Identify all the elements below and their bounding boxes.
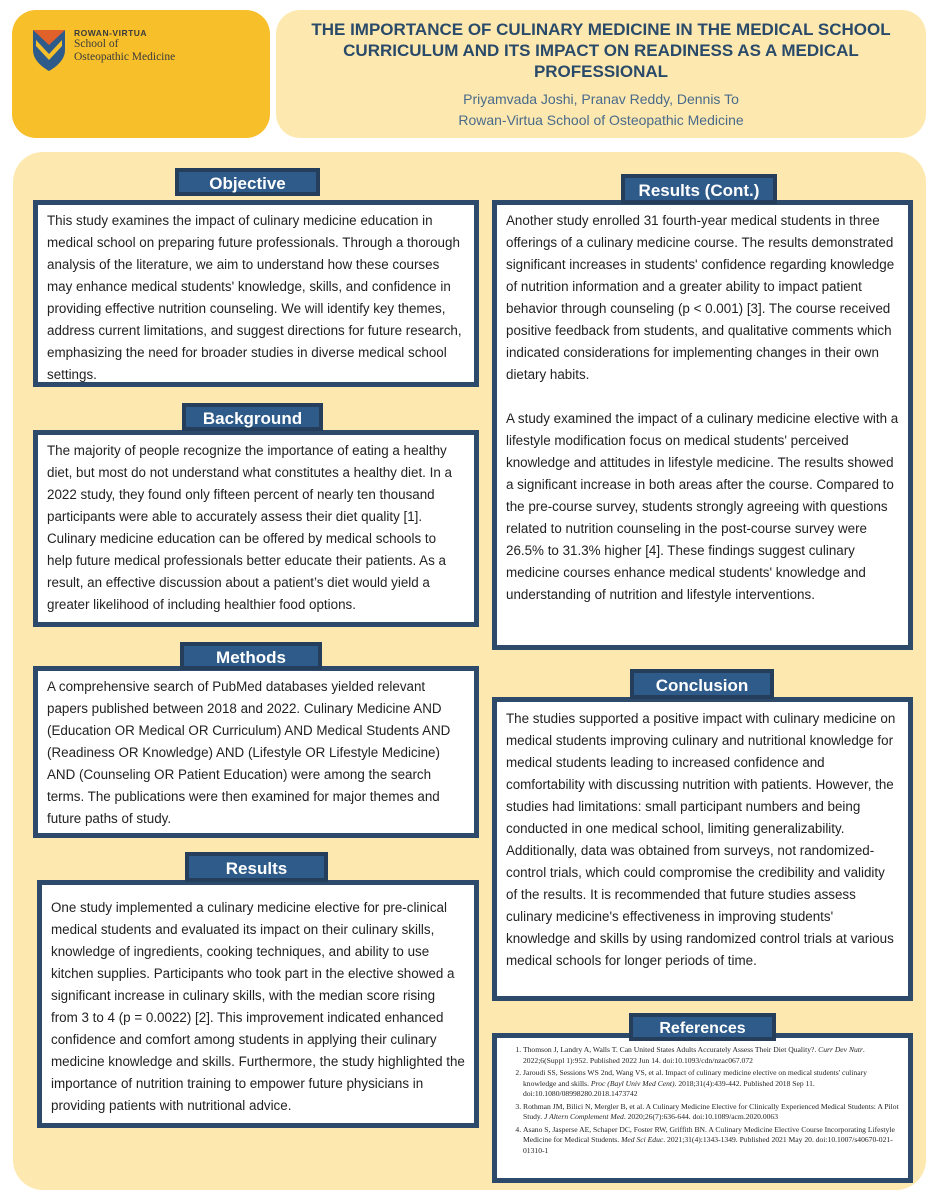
reference-item: 4. Asano S, Jasperse AE, Schaper DC, Foster RW, Griffith BN. A Culinary Medicine Elective Course Incorporating Lifestyle Medicine for Medical Students. Med Sci Educ. 2021;31(4):1343-1349. Published 2021 May 20. doi:10.1007/s40670-021-01310-1 [523, 1125, 900, 1157]
results-section [37, 880, 479, 1128]
poster-header [276, 10, 926, 138]
logo-university-name: ROWAN-VIRTUA [74, 28, 148, 38]
methods-text: A comprehensive search of PubMed databases yielded relevant papers published between 2018 and 2022. Culinary Medicine AND (Education OR Medical OR Curriculum) AND Medical Students AND (Readiness OR Knowledge) AND (Lifestyle OR Lifestyle Medicine) AND (Counseling OR Patient Education) were among the search terms. The publications were then examined for major themes and future paths of study. [47, 679, 451, 826]
school-logo-panel [12, 10, 270, 138]
background-section [33, 430, 479, 627]
background-heading: Background [182, 403, 323, 431]
references-heading: References [629, 1013, 776, 1041]
reference-item: 3. Rothman JM, Bilici N, Mergler B, et al. A Culinary Medicine Elective for Clinically Experienced Medical Students: A Pilot Study. J Altern Complement Med. 2020;26(7):636-644. doi:10.1089/acm.2020.0063 [523, 1102, 900, 1123]
results-cont-paragraph-2: A study examined the impact of a culinary medicine elective with a lifestyle modification focus on medical students' perceived knowledge and attitudes in lifestyle medicine. The results showed a significant increase in both areas after the course. Compared to the pre-course survey, students strongly agreeing with questions related to nutrition counseling in the post-course survey were 26.5% to 31.3% higher [4]. These findings suggest culinary medicine courses enhance medical students' knowledge and understanding of nutrition and lifestyle interventions. [506, 411, 899, 602]
results-heading: Results [185, 852, 328, 882]
references-list [507, 1045, 900, 1156]
conclusion-section [492, 697, 913, 1001]
references-section [492, 1033, 913, 1183]
school-shield-icon [32, 28, 66, 72]
poster-authors: Priyamvada Joshi, Pranav Reddy, Dennis To [463, 91, 739, 107]
background-text: The majority of people recognize the importance of eating a healthy diet, but most do not understand what constitutes a healthy diet. In a 2022 study, they found only fifteen percent of nearly ten thousand participants were able to accurately assess their diet quality [1]. Culinary medicine education can be offered by medical schools to help future medical professionals better educate their patients. As a result, an effective discussion about a patient’s diet would yield a greater likelihood of including healthier food options. [47, 443, 452, 612]
results-cont-paragraph-1: Another study enrolled 31 fourth-year medical students in three offerings of a culinary medicine course. The results demonstrated significant increases in students' confidence regarding knowledge of nutrition information and a greater ability to impact patient behavior through counseling (p < 0.001) [3]. The course received positive feedback from students, and qualitative comments which indicated considerations for implementing changes in their own dietary habits. [506, 213, 895, 382]
logo-school-line: School of [74, 38, 119, 50]
results-cont-section [492, 200, 913, 650]
conclusion-heading: Conclusion [630, 669, 774, 699]
objective-section [33, 200, 479, 387]
poster-title: THE IMPORTANCE OF CULINARY MEDICINE IN THE MEDICAL SCHOOL CURRICULUM AND ITS IMPACT ON READINESS AS A MEDICAL PROFESSIONAL [311, 20, 891, 81]
conclusion-text: The studies supported a positive impact with culinary medicine on medical students improving culinary and nutritional knowledge for medical students leading to increased confidence and comfortability with discussing nutrition with patients. However, the studies had limitations: small participant numbers and being conducted in one medical school, limiting generalizability. Additionally, data was obtained from surveys, not randomized-control trials, which could compromise the credibility and validity of the results. It is recommended that future studies assess culinary medicine's effectiveness in improving students' knowledge and skills by using randomized control trials at various medical schools for longer periods of time. [506, 711, 896, 968]
methods-section [33, 666, 479, 838]
reference-item: 1. Thomson J, Landry A, Walls T. Can United States Adults Accurately Assess Their Diet Quality?. Curr Dev Nutr. 2022;6(Suppl 1):952. Published 2022 Jun 14. doi:10.1093/cdn/nzac067.072 [523, 1045, 900, 1066]
objective-heading: Objective [175, 168, 320, 196]
objective-text: This study examines the impact of culinary medicine education in medical school on preparing future professionals. Through a thorough analysis of the literature, we aim to understand how these courses may enhance medical students' knowledge, skills, and confidence in providing effective nutrition counseling. We will identify key themes, address current limitations, and suggest directions for future research, emphasizing the need for broader studies in diverse medical school settings. [47, 213, 462, 382]
poster-affiliation: Rowan-Virtua School of Osteopathic Medicine [458, 112, 744, 128]
results-cont-heading: Results (Cont.) [621, 174, 777, 204]
logo-school-name: Osteopathic Medicine [74, 51, 176, 63]
reference-item: 2. Jaroudi SS, Sessions WS 2nd, Wang VS, et al. Impact of culinary medicine elective on medical students' culinary knowledge and skills. Proc (Bayl Univ Med Cent). 2018;31(4):439-442. Published 2018 Sep 11. doi:10.1080/08998280.2018.1473742 [523, 1068, 900, 1100]
methods-heading: Methods [180, 642, 322, 670]
results-text: One study implemented a culinary medicine elective for pre-clinical medical students and evaluated its impact on their culinary skills, knowledge of ingredients, cooking techniques, and ability to use kitchen supplies. Participants who took part in the elective showed a significant increase in culinary skills, with the median score rising from 3 to 4 (p = 0.0022) [2]. This improvement indicated enhanced confidence and comfort among students in applying their culinary medicine knowledge and skills. Furthermore, the study highlighted the importance of nutrition training to empower future physicians in providing patients with nutritional advice. [51, 900, 465, 1113]
